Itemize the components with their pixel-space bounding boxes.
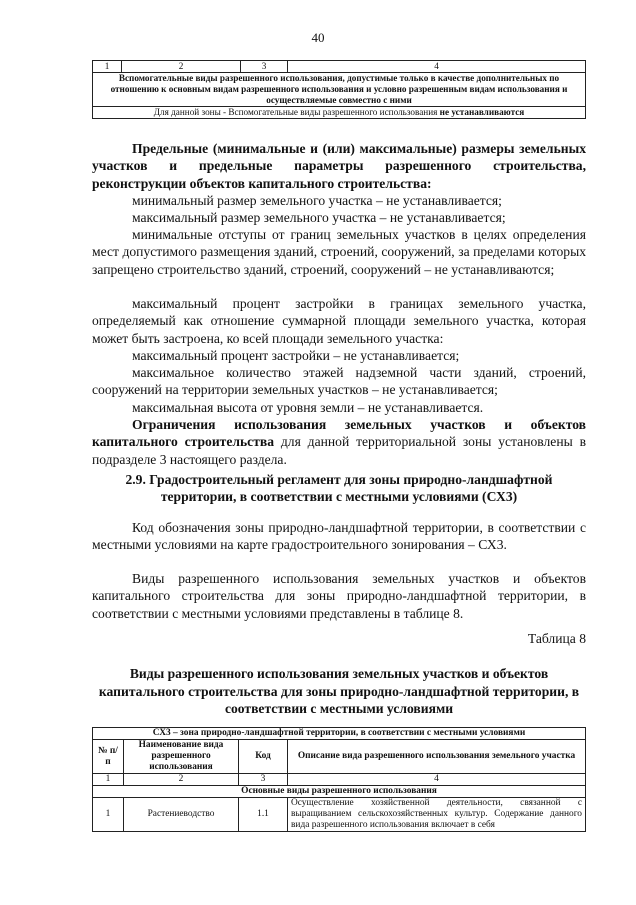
column-number: 4 [288, 774, 586, 786]
limits-min-size: минимальный размер земельного участка – не устанавливается; [132, 193, 502, 208]
top-table [92, 60, 586, 119]
row-number: 1 [93, 798, 124, 832]
column-number: 2 [124, 774, 239, 786]
note-text: Для данной зоны - Вспомогательные виды разрешенного использования [153, 107, 440, 117]
column-number: 3 [241, 61, 288, 73]
auxiliary-uses-note [93, 107, 586, 119]
column-number: 2 [122, 61, 241, 73]
table-title: Виды разрешенного использования земельных участков и объектов капитального строительства для зоны природно-ландшафтной территории, в соответствии с местными условиями [98, 666, 580, 716]
column-header: Описание вида разрешенного использования земельного участка [288, 740, 586, 774]
limits-coverage: максимальный процент застройки – не устанавливается; [132, 348, 460, 363]
limits-setbacks: минимальные отступы от границ земельных участков в целях определения мест допустимого размещения зданий, строений, сооружений, за пределами которых запрещено строительство зданий, строений, сооружений – не устанавливаются; [92, 227, 586, 277]
page-number: 40 [311, 30, 325, 45]
limits-max-size: максимальный размер земельного участка – не устанавливается; [132, 210, 506, 225]
row-use-name: Растениеводство [124, 798, 239, 832]
column-header: Наименование вида разрешенного использования [124, 740, 239, 774]
column-header: № п/п [93, 740, 124, 774]
table-row [93, 798, 586, 832]
zone-header: СХ3 – зона природно-ландшафтной территории, в соответствии с местными условиями [93, 728, 586, 740]
column-number: 4 [288, 61, 586, 73]
limits-height: максимальная высота от уровня земли – не устанавливается. [132, 400, 484, 415]
column-number: 1 [93, 774, 124, 786]
group-header: Основные виды разрешенного использования [93, 786, 586, 798]
row-description: Осуществление хозяйственной деятельности, связанной с выращиванием сельскохозяйственных культур. Содержание данного вида разрешенного использования включает в себя [288, 798, 586, 832]
restrictions-bold: Ограничения использования земельных участков и объектов капитального строительства [92, 417, 586, 450]
limits-floors: максимальное количество этажей надземной части зданий, строений, сооружений на территории земельных участков – не устанавливается; [92, 365, 586, 398]
table-caption: Таблица 8 [527, 631, 586, 646]
column-number-row [93, 61, 586, 73]
column-header: Код [239, 740, 288, 774]
column-number-row [93, 774, 586, 786]
column-number: 1 [93, 61, 122, 73]
column-header-row [93, 740, 586, 774]
land-use-table [92, 727, 586, 832]
limits-coverage-definition: максимальный процент застройки в границах земельного участка, определяемый как отношение суммарной площади земельного участка, которая может быть застроена, ко всей площади земельного участка: [92, 296, 586, 346]
auxiliary-uses-header: Вспомогательные виды разрешенного использования, допустимые только в качестве дополнительных по отношению к основным видам разрешенного использования и условно разрешенным видам использования и осуществляемые совместно с ними [93, 73, 586, 107]
row-code: 1.1 [239, 798, 288, 832]
note-bold-text: не устанавливаются [439, 107, 525, 117]
limits-heading: Предельные (минимальные и (или) максимальные) размеры земельных участков и предельные параметры разрешенного строительства, реконструкции объектов капитального строительства: [92, 141, 586, 191]
section-paragraph-2: Виды разрешенного использования земельных участков и объектов капитального строительства для зоны природно-ландшафтной территории, в соответствии с местными условиями представлены в таблице 8. [92, 571, 586, 621]
section-paragraph-1: Код обозначения зоны природно-ландшафтной территории, в соответствии с местными условиями на карте градостроительного зонирования – СХ3. [92, 520, 586, 553]
column-number: 3 [239, 774, 288, 786]
restrictions-rest: для данной территориальной зоны установлены в подразделе 3 настоящего раздела. [92, 434, 586, 467]
section-heading: 2.9. Градостроительный регламент для зоны природно-ландшафтной территории, в соответствии с местными условиями (СХ3) [125, 472, 553, 505]
restrictions-paragraph [92, 416, 586, 468]
